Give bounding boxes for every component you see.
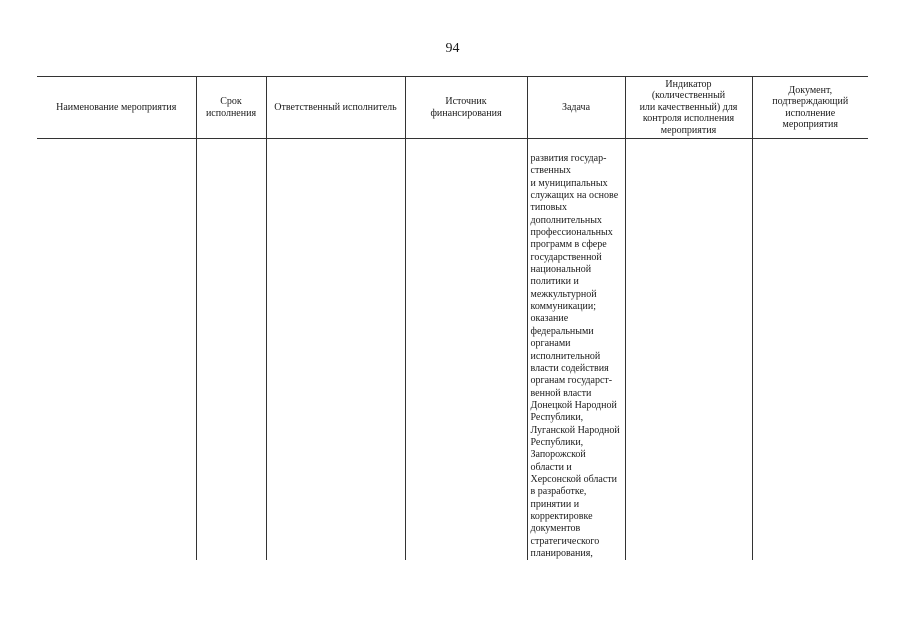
header-deadline: Срок исполнения bbox=[196, 77, 266, 139]
cell-responsible bbox=[266, 139, 405, 561]
cell-indicator bbox=[625, 139, 752, 561]
task-text: развития государ- ственных и муниципальных служащих на основе типовых дополнительных профессиональных программ в сфере государственной национальной политики и межкультурной коммуникации; оказание федеральными органами исполнительной власти содействия органам государст- венной власти Донецкой Народной Республики, Луганской Народной Республики, Запорожской области и Херсонской области в разработке, принятии и корректировке документов стратегического планирования, bbox=[530, 153, 620, 559]
page-number: 94 bbox=[445, 41, 460, 56]
cell-task bbox=[527, 139, 625, 561]
header-indicator: Индикатор (количественный или качественный) для контроля исполнения мероприятия bbox=[625, 77, 752, 139]
header-document: Документ, подтверждающий исполнение мероприятия bbox=[752, 77, 868, 139]
cell-funding-source bbox=[405, 139, 527, 561]
header-task: Задача bbox=[527, 77, 625, 139]
table-row bbox=[37, 139, 868, 561]
header-responsible: Ответственный исполнитель bbox=[266, 77, 405, 139]
cell-deadline bbox=[196, 139, 266, 561]
header-event-name: Наименование мероприятия bbox=[37, 77, 196, 139]
cell-document bbox=[752, 139, 868, 561]
table-header-row bbox=[37, 77, 868, 139]
cell-event-name bbox=[37, 139, 196, 561]
header-funding-source: Источник финансирования bbox=[405, 77, 527, 139]
plan-table bbox=[37, 76, 868, 560]
